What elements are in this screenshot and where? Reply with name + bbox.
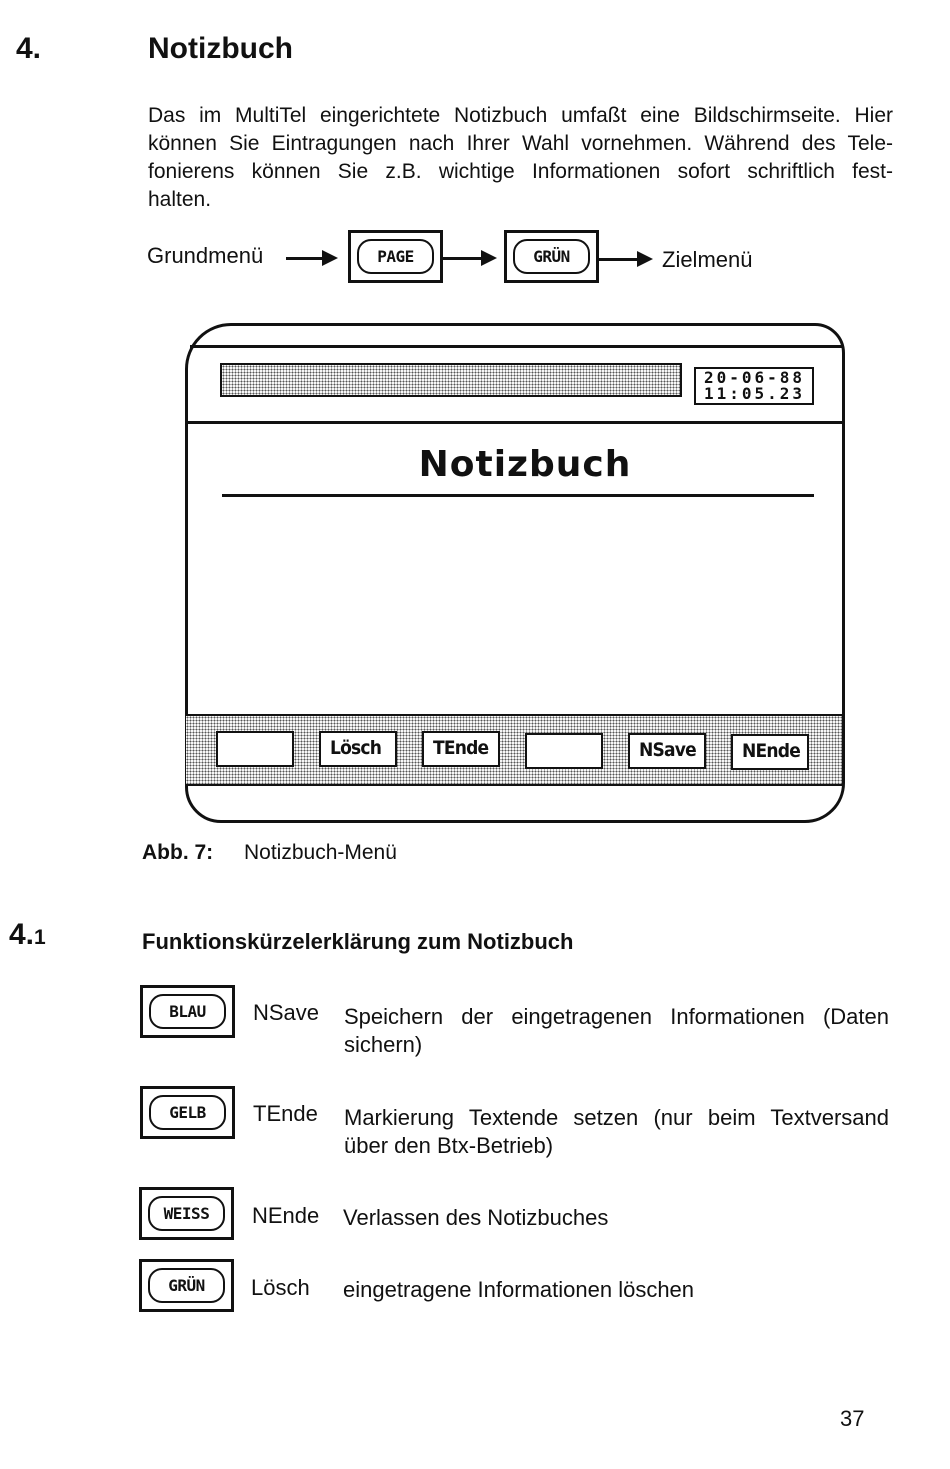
intro-line: Das im MultiTel eingerichtete Notizbuch umfaßt eine Bildschirmseite. Hier: [148, 104, 893, 127]
softkey-tende: TEnde: [422, 731, 500, 767]
def-abbr-nende: NEnde: [252, 1203, 320, 1228]
def-abbr-nsave: NSave: [253, 1000, 320, 1025]
clock-date: 20-06-88: [704, 368, 806, 387]
def-abbr-loesch: Lösch: [251, 1275, 310, 1300]
gruen-key-def: [139, 1259, 234, 1312]
softkey-nsave: NSave: [628, 733, 706, 769]
intro-line: halten.: [148, 188, 212, 211]
def-text-tende: [344, 1104, 889, 1160]
def-line: sichern): [344, 1032, 423, 1057]
softkey-1: [216, 731, 294, 767]
section-number: [9, 918, 46, 952]
screen-title: Notizbuch: [418, 444, 632, 485]
blau-key-label: BLAU: [149, 994, 226, 1029]
def-line: eingetragene Informationen löschen: [343, 1277, 695, 1302]
gelb-key: [140, 1086, 235, 1139]
arrow-icon: [286, 257, 324, 260]
def-line: über den Btx-Betrieb): [344, 1133, 554, 1158]
softkey-loesch: Lösch: [319, 731, 397, 767]
screen-header-divider: [187, 421, 843, 424]
flow-start-label: Grundmenü: [147, 243, 264, 268]
clock-display: [694, 367, 814, 405]
clock-time: 11:05.23: [704, 384, 806, 403]
arrow-icon: [443, 257, 483, 260]
weiss-key: [139, 1187, 234, 1240]
def-line: Verlassen des Notizbuches: [343, 1205, 609, 1230]
intro-paragraph: [148, 102, 893, 214]
flow-end-label: Zielmenü: [662, 247, 753, 272]
intro-line: können Sie Eintragungen nach Ihrer Wahl vornehmen. Während des Tele-: [148, 132, 893, 155]
def-abbr-tende: TEnde: [253, 1101, 318, 1126]
def-text-loesch: [343, 1276, 888, 1304]
softkey-nende: NEnde: [731, 734, 809, 770]
gruen-key: [504, 230, 599, 283]
section-number-sub: 1: [34, 926, 46, 949]
figure-caption-text: Notizbuch-Menü: [244, 841, 397, 864]
page-key: [348, 230, 443, 283]
weiss-key-label: WEISS: [148, 1196, 225, 1231]
screen-title-underline: [222, 494, 814, 497]
page-key-label: PAGE: [357, 239, 434, 274]
def-text-nende: [343, 1204, 888, 1232]
softkey-4: [525, 733, 603, 769]
gruen-key-def-label: GRÜN: [148, 1268, 225, 1303]
page-number: 37: [840, 1406, 865, 1431]
section-title: Funktionskürzelerklärung zum Notizbuch: [142, 929, 574, 954]
def-line: Speichern der eingetragenen Informationen (Daten: [344, 1004, 889, 1029]
arrow-icon: [599, 258, 639, 261]
screen-top-divider: [190, 345, 842, 348]
chapter-number: 4.: [16, 32, 42, 65]
figure-caption-label: Abb. 7:: [142, 841, 214, 864]
intro-line: fonierens können Sie z.B. wichtige Informationen sofort schriftlich fest-: [148, 160, 893, 183]
section-number-main: 4.: [9, 918, 35, 951]
chapter-title: Notizbuch: [148, 32, 293, 65]
def-text-nsave: [344, 1003, 889, 1059]
blau-key: [140, 985, 235, 1038]
def-line: Markierung Textende setzen (nur beim Textversand: [344, 1105, 889, 1130]
gruen-key-label: GRÜN: [513, 239, 590, 274]
status-bar: [220, 363, 682, 397]
gelb-key-label: GELB: [149, 1095, 226, 1130]
